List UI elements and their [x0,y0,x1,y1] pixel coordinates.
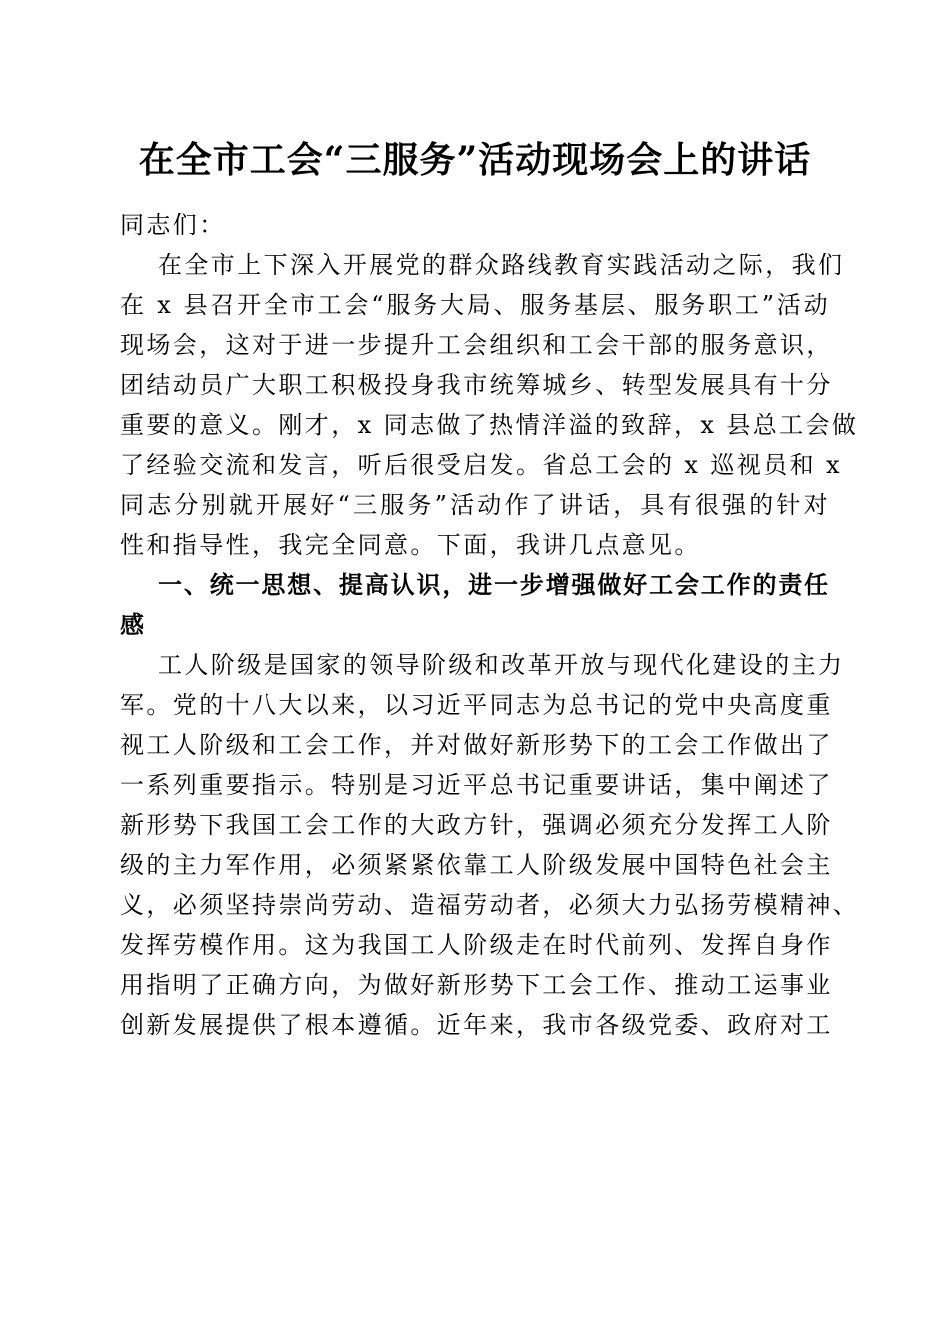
paragraph-line: 在全市上下深入开展党的群众路线教育实践活动之际，我们 [158,251,845,279]
paragraph-line: 义，必须坚持崇尚劳动、造福劳动者，必须大力弘扬劳模精神、 [120,891,860,919]
paragraph-line: 创新发展提供了根本遵循。近年来，我市各级党委、政府对工 [120,1011,833,1039]
document-title: 在全市工会“三服务”活动现场会上的讲话 [138,139,812,181]
salutation: 同志们： [120,211,226,239]
paragraph-line: 重要的意义。刚才，x 同志做了热情洋溢的致辞，x 县总工会做 [120,411,859,439]
paragraph-line: 团结动员广大职工积极投身我市统筹城乡、转型发展具有十分 [120,371,833,399]
paragraph-line: 视工人阶级和工会工作，并对做好新形势下的工会工作做出了 [120,731,833,759]
paragraph-2 [120,645,860,1045]
paragraph-line: 在 x 县召开全市工会“服务大局、服务基层、服务职工”活动 [120,291,830,319]
paragraph-line: 用指明了正确方向，为做好新形势下工会工作、推动工运事业 [120,971,833,999]
paragraph-line: 一系列重要指示。特别是习近平总书记重要讲话，集中阐述了 [120,771,833,799]
paragraph-line: 性和指导性，我完全同意。下面，我讲几点意见。 [120,531,701,559]
paragraph-line: 新形势下我国工会工作的大政方针，强调必须充分发挥工人阶 [120,811,833,839]
paragraph-line: 军。党的十八大以来，以习近平同志为总书记的党中央高度重 [120,691,833,719]
paragraph-line: 级的主力军作用，必须紧紧依靠工人阶级发展中国特色社会主 [120,851,833,879]
section-heading-line: 一、统一思想、提高认识，进一步增强做好工会工作的责任 [158,571,830,599]
section-heading-line: 感 [120,611,146,639]
paragraph-line: 现场会，这对于进一步提升工会组织和工会干部的服务意识， [120,331,833,359]
paragraph-1 [120,245,859,565]
paragraph-line: 了经验交流和发言，听后很受启发。省总工会的 x 巡视员和 x [120,451,842,479]
section-heading-1 [120,565,830,645]
document-body [120,205,860,1045]
paragraph-line: 发挥劳模作用。这为我国工人阶级走在时代前列、发挥自身作 [120,931,833,959]
paragraph-line: 工人阶级是国家的领导阶级和改革开放与现代化建设的主力 [158,651,845,679]
paragraph-line: 同志分别就开展好“三服务”活动作了讲话，具有很强的针对 [120,491,830,519]
